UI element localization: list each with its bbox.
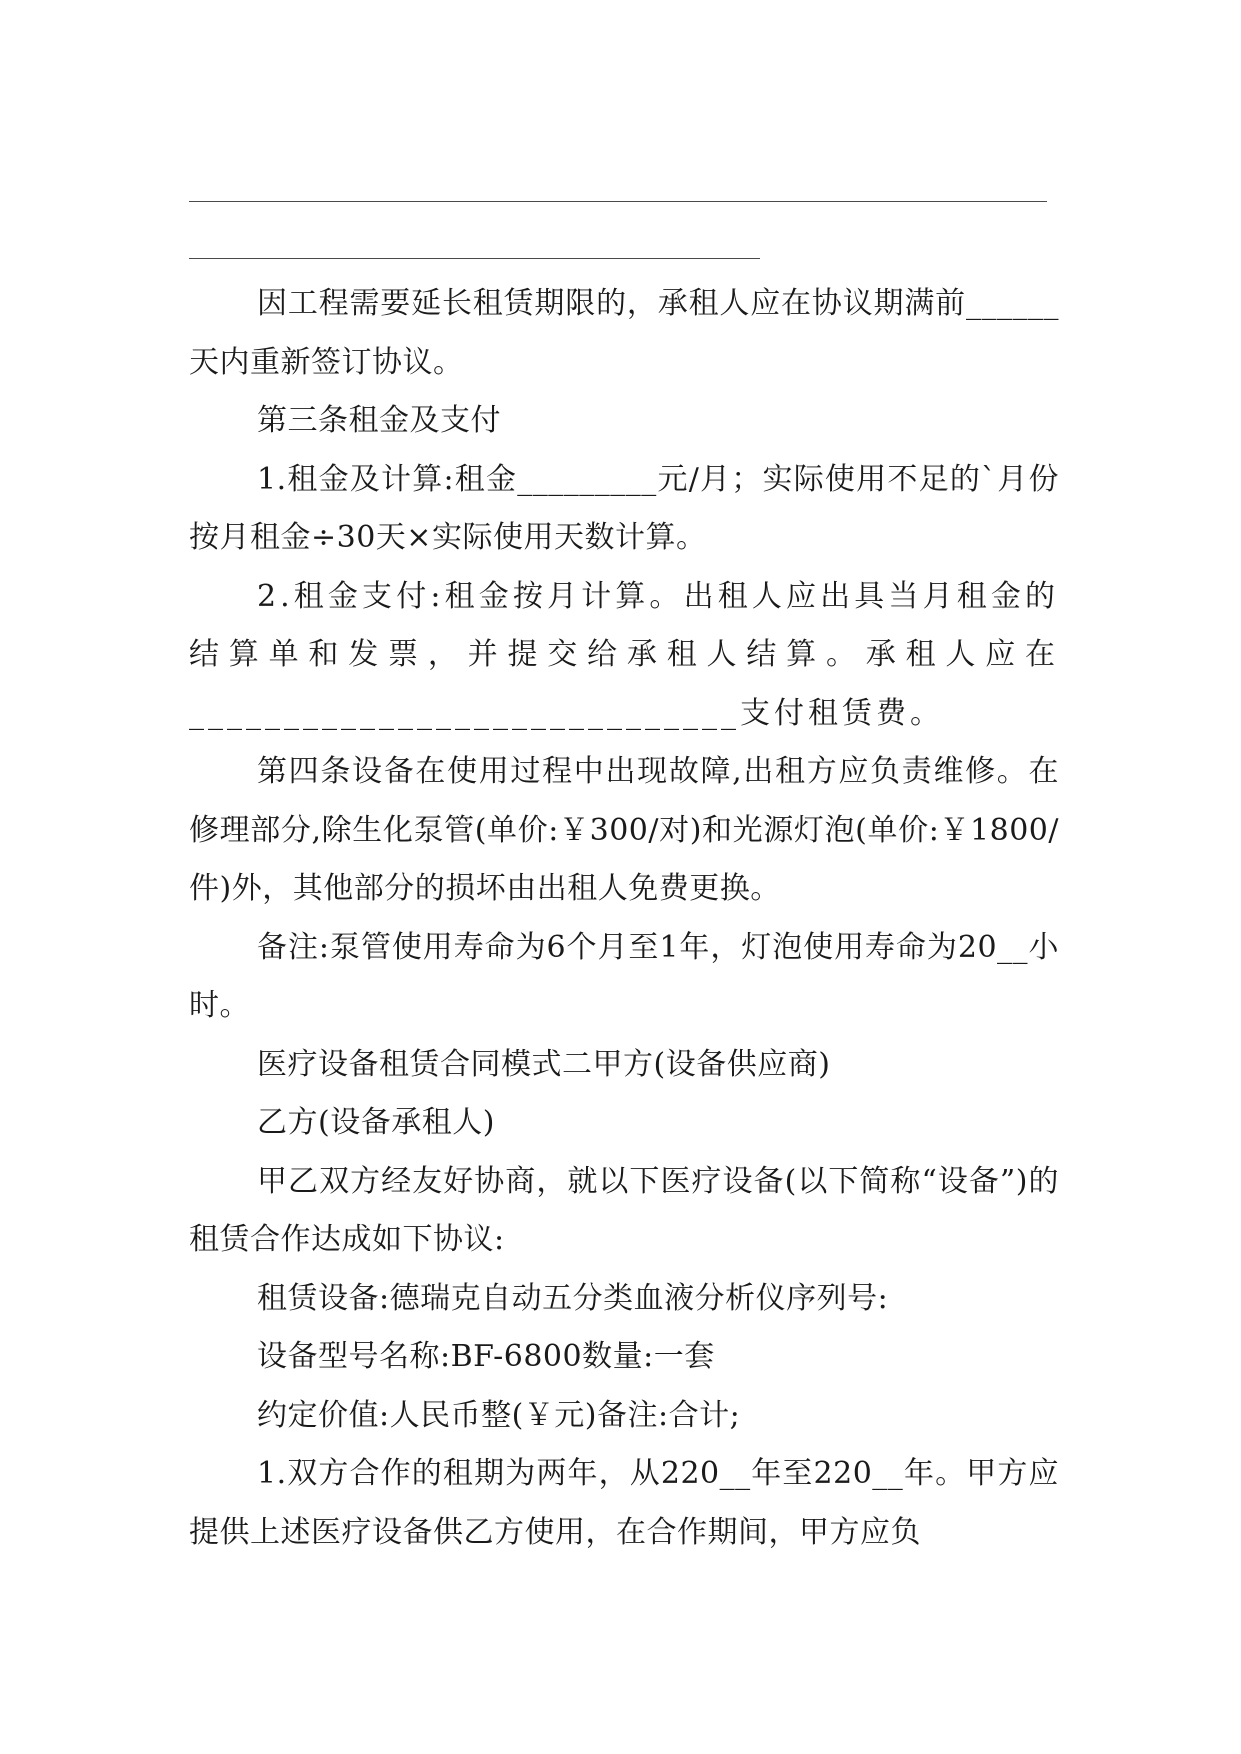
document-body [189, 275, 1059, 1562]
paragraph-agreement-intro: 甲乙双方经友好协商，就以下医疗设备(以下简称“设备”)的租赁合作达成如下协议: [189, 1163, 1059, 1257]
paragraph-maintenance: 第四条设备在使用过程中出现故障,出租方应负责维修。在修理部分,除生化泵管(单价:￥300/对)和光源灯泡(单价:￥1800/件)外，其他部分的损坏由出租人免费更换。 [189, 754, 1059, 906]
section-heading-rent: 第三条租金及支付 [257, 403, 501, 438]
blank-fill-line [189, 201, 1047, 202]
contract-title-party-a: 医疗设备租赁合同模式二甲方(设备供应商) [257, 1046, 831, 1082]
agreed-value-line: 约定价值:人民币整(￥元)备注:合计; [257, 1397, 741, 1433]
paragraph-rent-calculation: 1.租金及计算:租金_________元/月；实际使用不足的`月份按月租金÷30天×实际使用天数计算。 [189, 461, 1059, 555]
paragraph-remark: 备注:泵管使用寿命为6个月至1年，灯泡使用寿命为20__小时。 [189, 929, 1059, 1023]
leased-equipment-line: 租赁设备:德瑞克自动五分类血液分析仪序列号: [257, 1280, 889, 1316]
blank-fill-line [189, 258, 760, 259]
party-b-line: 乙方(设备承租人) [257, 1105, 495, 1140]
paragraph-lease-term: 1.双方合作的租期为两年，从220__年至220__年。甲方应提供上述医疗设备供乙方使用，在合作期间，甲方应负 [189, 1456, 1059, 1550]
paragraph-renewal-notice: 因工程需要延长租赁期限的，承租人应在协议期满前______天内重新签订协议。 [189, 286, 1059, 380]
paragraph-rent-payment: 2.租金支付:租金按月计算。出租人应出具当月租金的结算单和发票，并提交给承租人结算。承租人应在_____________________________支付租赁费。 [189, 578, 1059, 731]
equipment-model-line: 设备型号名称:BF-6800数量:一套 [257, 1339, 715, 1374]
